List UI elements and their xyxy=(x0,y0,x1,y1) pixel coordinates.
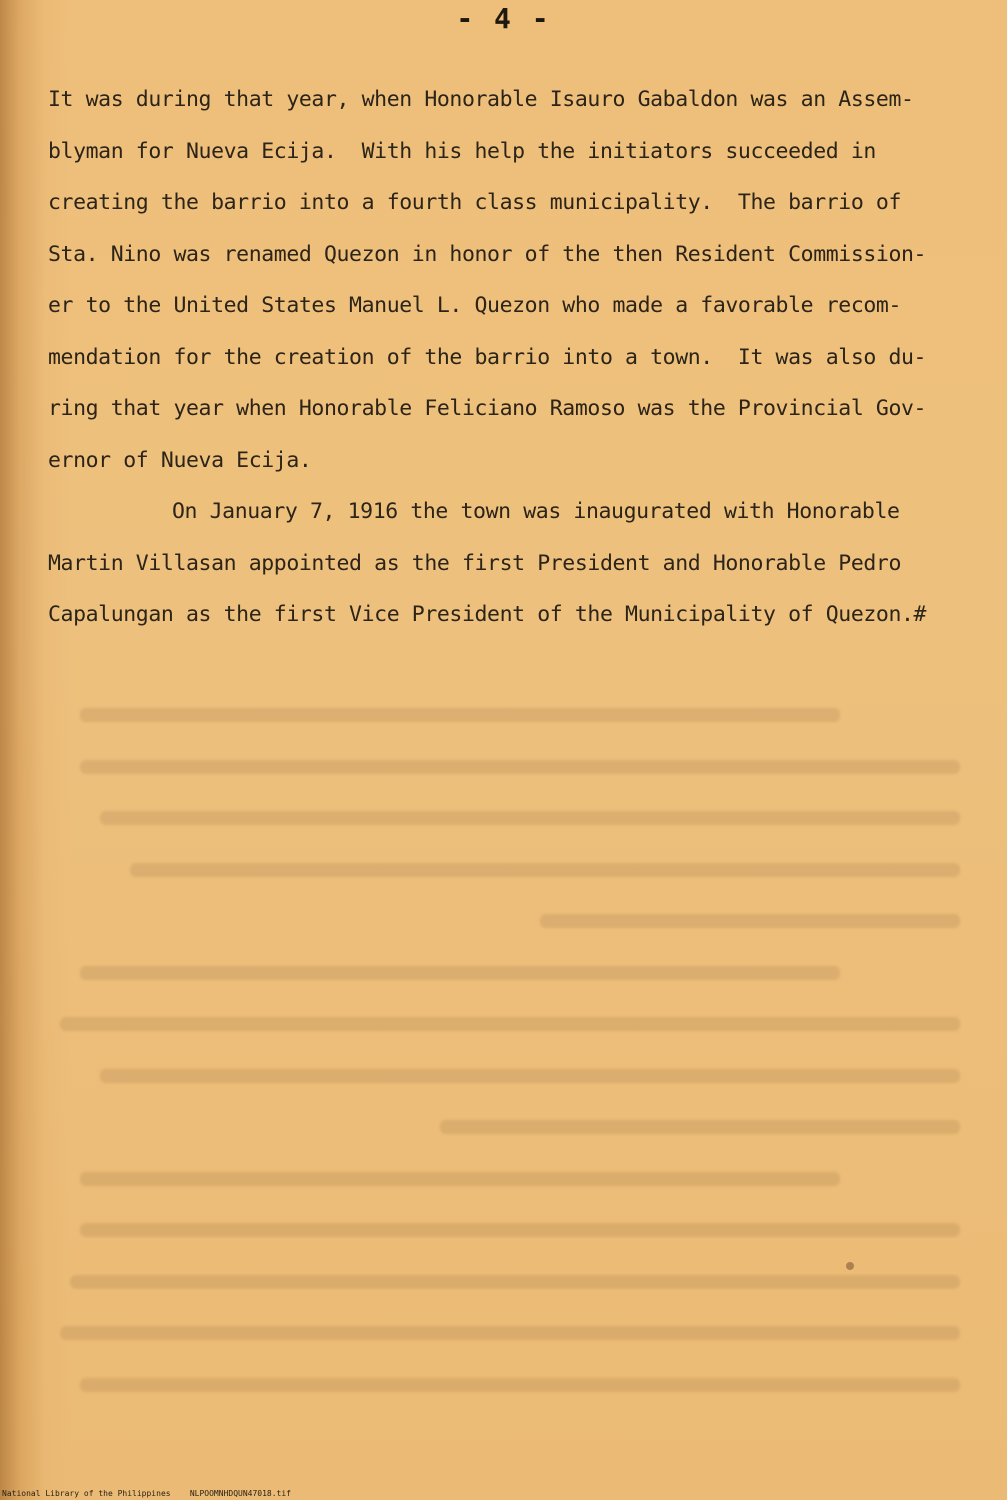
footer-caption: National Library of the Philippines NLPOOMNHDQUN47018.tif xyxy=(2,1489,291,1498)
paragraph-1-line-8: ernor of Nueva Ecija. xyxy=(48,447,312,473)
paragraph-1-line-6: mendation for the creation of the barrio into a town. It was also du- xyxy=(48,344,927,370)
paragraph-1-line-3: creating the barrio into a fourth class municipality. The barrio of xyxy=(48,190,901,215)
paragraph-2-line-2: Martin Villasan appointed as the first President and Honorable Pedro xyxy=(48,550,901,576)
page-number: - 4 - xyxy=(456,2,551,35)
paragraph-1-line-1: It was during that year, when Honorable Isauro Gabaldon was an Assem- xyxy=(48,87,914,112)
paper-spot xyxy=(846,1262,854,1270)
show-through-texture xyxy=(40,690,960,1411)
document-body xyxy=(48,74,948,641)
paragraph-1-line-5: er to the United States Manuel L. Quezon who made a favorable recom- xyxy=(48,293,901,318)
paragraph-1-line-7: ring that year when Honorable Feliciano Ramoso was the Provincial Gov- xyxy=(48,396,927,421)
paragraph-1-line-2: blyman for Nueva Ecija. With his help the initiators succeeded in xyxy=(48,138,876,164)
paragraph-2-line-1: On January 7, 1916 the town was inaugurated with Honorable xyxy=(172,499,900,524)
paragraph-1-line-4: Sta. Nino was renamed Quezon in honor of the then Resident Commission- xyxy=(48,241,927,267)
paragraph-2-line-3: Capalungan as the first Vice President of the Municipality of Quezon.# xyxy=(48,602,927,627)
